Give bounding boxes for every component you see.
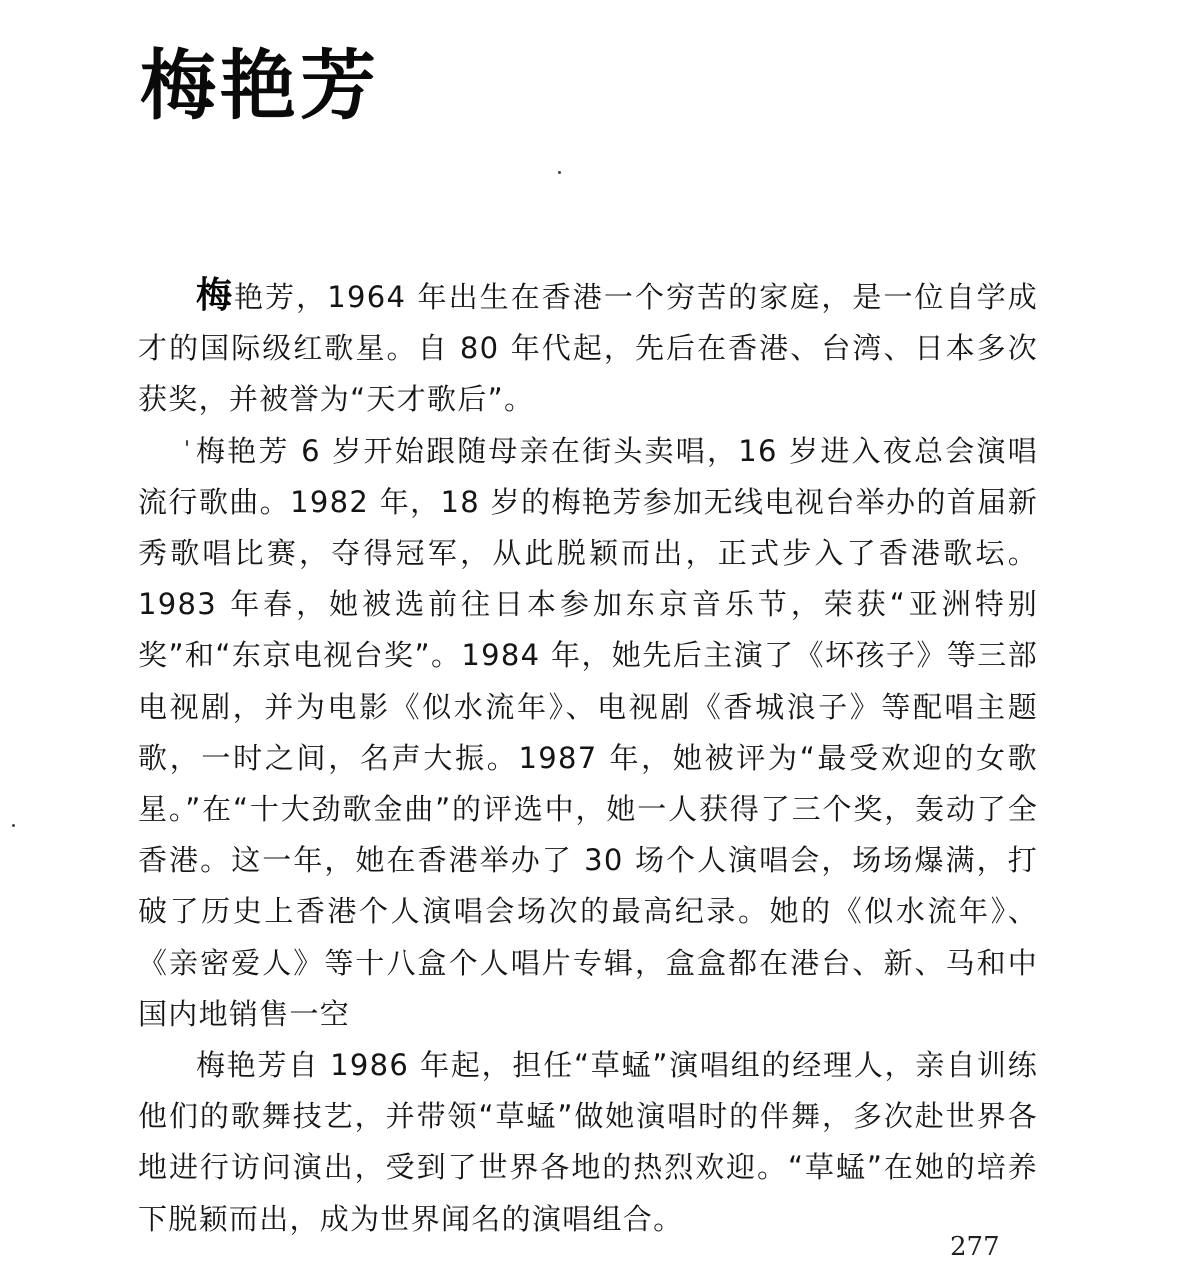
paragraph-1	[138, 270, 1038, 426]
scan-speck	[12, 824, 15, 827]
paragraph-3: 梅艳芳自 1986 年起，担任“草蜢”演唱组的经理人，亲自训练他们的歌舞技艺，并带领“草蜢”做她演唱时的伴舞，多次赴世界各地进行访问演出，受到了世界各地的热烈欢迎。“草蜢”在她的培养下脱颖而出，成为世界闻名的演唱组合。	[138, 1048, 1038, 1236]
page-title: 梅艳芳	[140, 41, 380, 130]
drop-cap: 梅	[196, 275, 235, 316]
article-body	[138, 270, 1038, 1245]
paragraph-2: 梅艳芳 6 岁开始跟随母亲在街头卖唱，16 岁进入夜总会演唱流行歌曲。1982 年，18 岁的梅艳芳参加无线电视台举办的首届新秀歌唱比赛，夺得冠军，从此脱颖而出，正式步入了香港歌坛。1983 年春，她被选前往日本参加东京音乐节，荣获“亚洲特别奖”和“东京电视台奖”。1984 年，她先后主演了《坏孩子》等三部电视剧，并为电影《似水流年》、电视剧《香城浪子》等配唱主题歌，一时之间，名声大振。1987 年，她被评为“最受欢迎的女歌星。”在“十大劲歌金曲”的评选中，她一人获得了三个奖，轰动了全香港。这一年，她在香港举办了 30 场个人演唱会，场场爆满，打破了历史上香港个人演唱会场次的最高纪录。她的《似水流年》、《亲密爱人》等十八盒个人唱片专辑，盒盒都在港台、新、马和中国内地销售一空	[138, 433, 1038, 1031]
page-number: 277	[950, 1232, 1000, 1262]
paragraph-1-text: 艳芳，1964 年出生在香港一个穷苦的家庭，是一位自学成才的国际级红歌星。自 80 年代起，先后在香港、台湾、日本多次获奖，并被誉为“天才歌后”。	[138, 280, 1038, 417]
scan-speck	[558, 171, 561, 174]
scan-speck	[186, 440, 188, 446]
